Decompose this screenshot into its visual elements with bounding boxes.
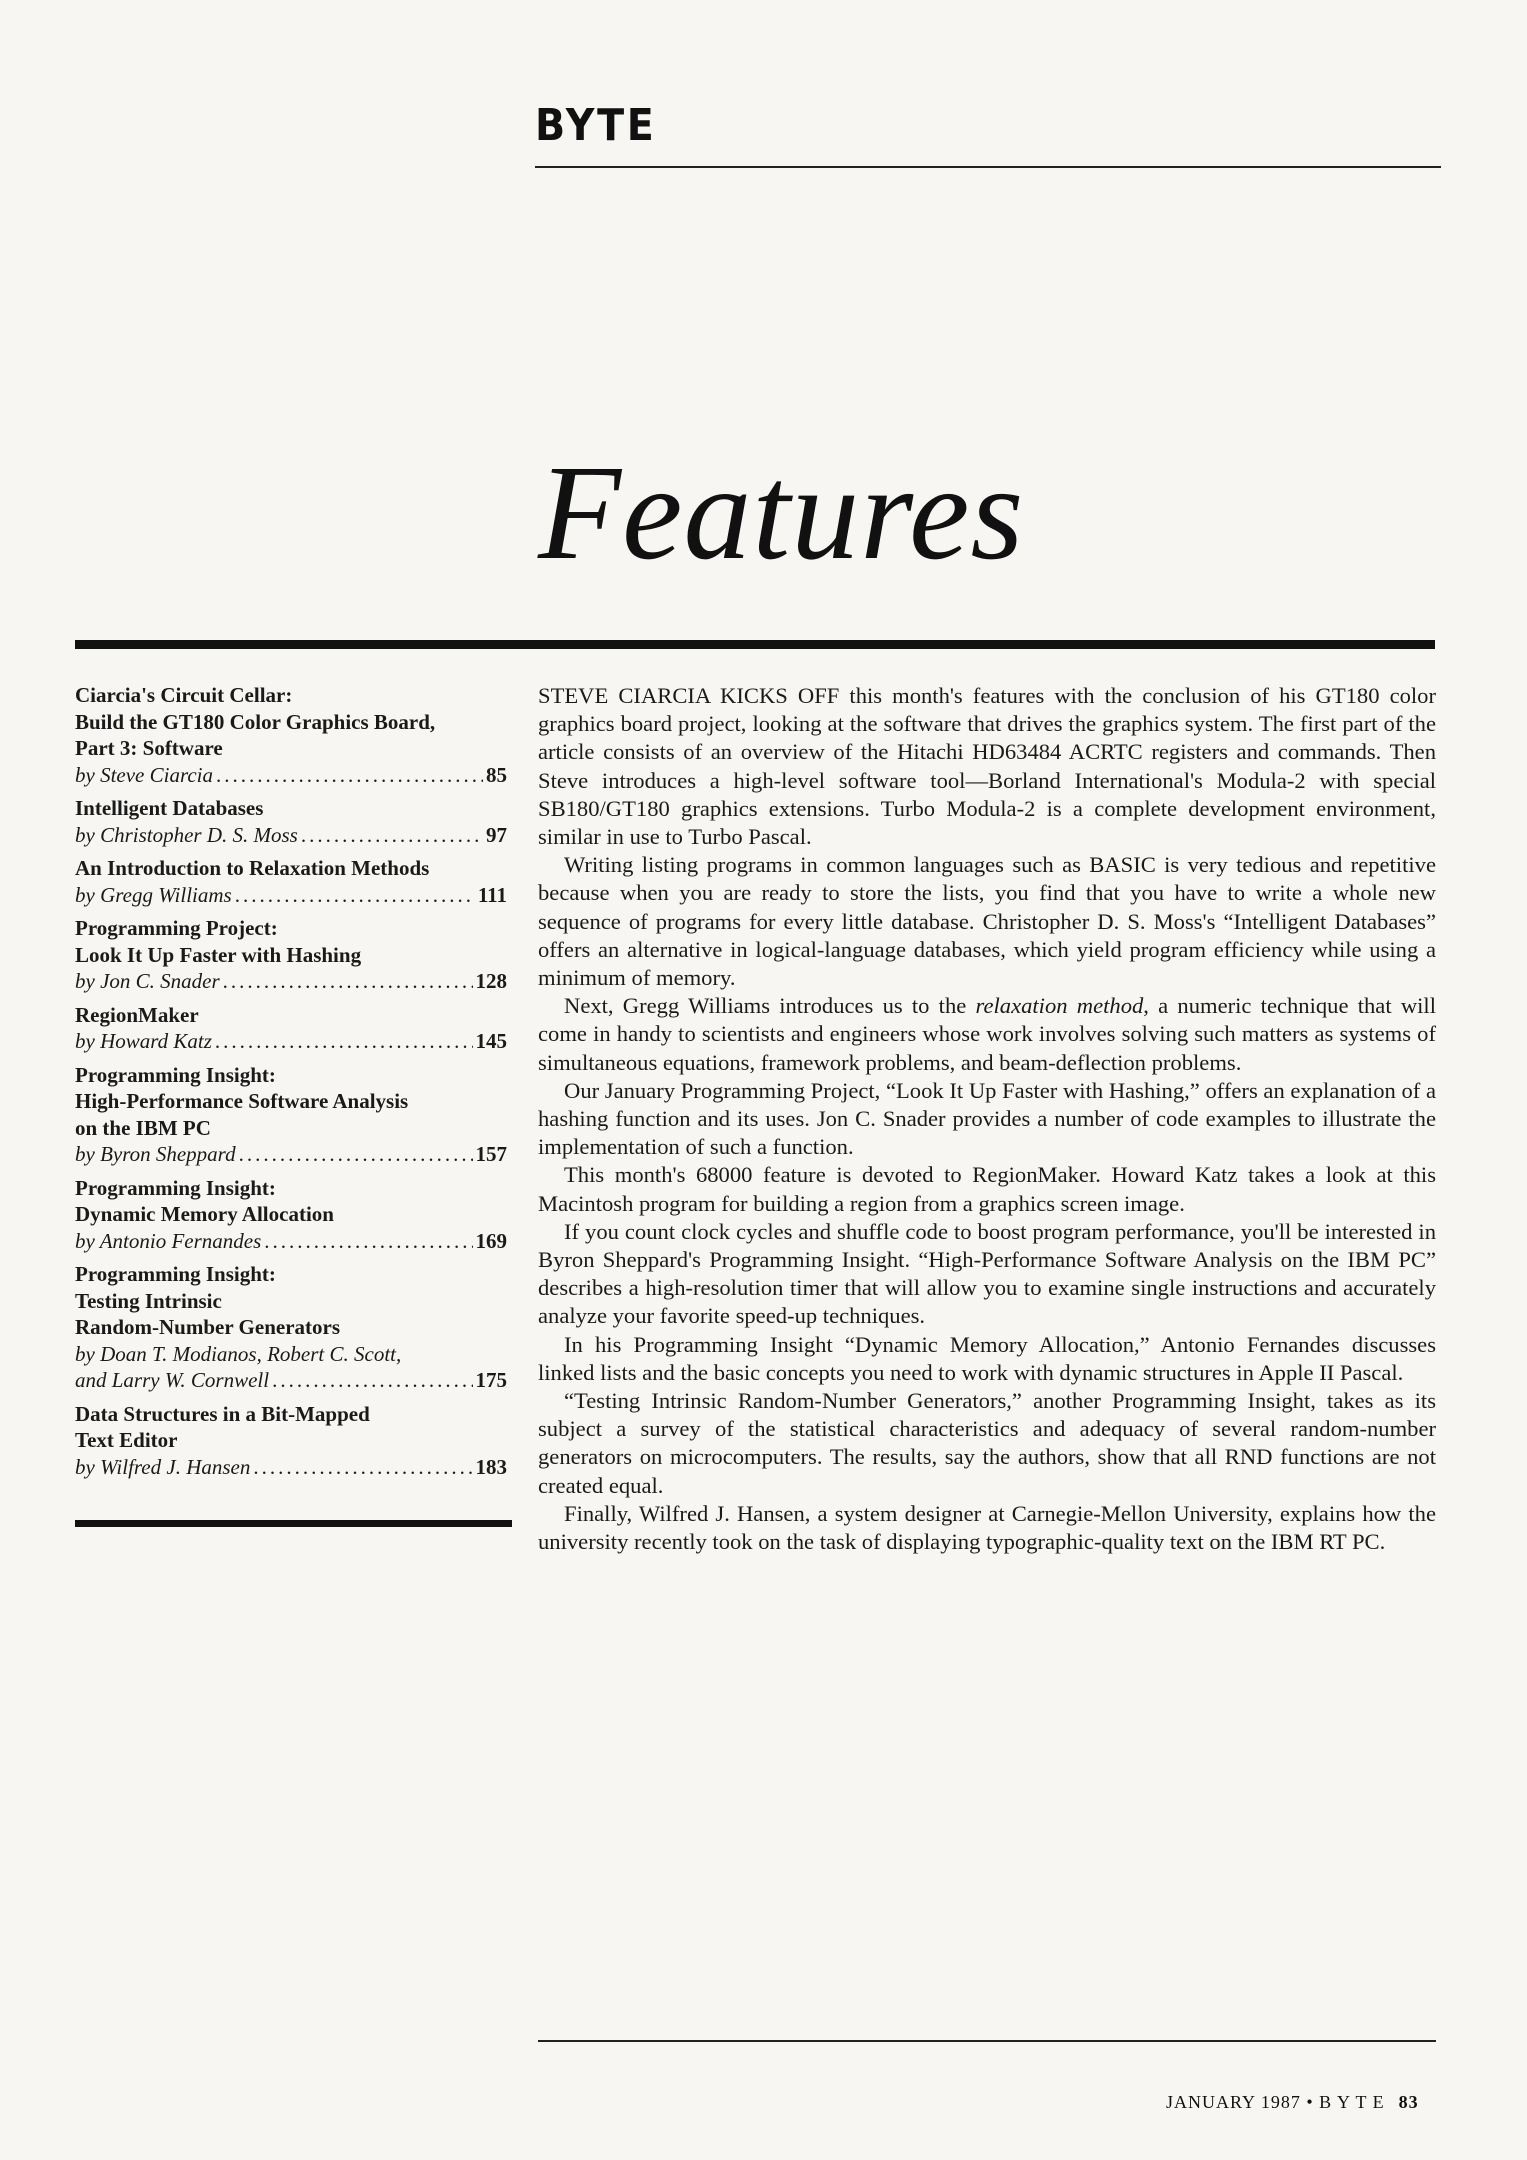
paragraph: In his Programming Insight “Dynamic Memory Allocation,” Antonio Fernandes discusses linked lists and the basic concepts you need to work with dynamic structures in Apple II Pascal. — [538, 1331, 1436, 1385]
article-body — [538, 682, 1436, 1556]
toc-leader-dots — [216, 762, 483, 789]
footer-rule — [538, 2040, 1436, 2042]
toc-leader-dots — [253, 1454, 472, 1481]
toc-entry-byline: by Antonio Fernandes — [75, 1228, 262, 1253]
toc-entry-title: Testing Intrinsic — [75, 1288, 222, 1313]
paragraph: STEVE CIARCIA KICKS OFF this month's features with the conclusion of his GT180 color graphics board project, looking at the software that drives the graphics system. The first part of the article consists of an overview of the Hitachi HD63484 ACRTC registers and commands. Then Steve introduces a high-level software tool—Borland International's Modula-2 with special SB180/GT180 graphics extensions. Turbo Modula-2 is a complete development environment, similar in use to Turbo Pascal. — [538, 683, 1436, 850]
toc-entry-title: Data Structures in a Bit-Mapped — [75, 1401, 370, 1426]
toc-page-number: 145 — [475, 1029, 507, 1053]
paragraph: “Testing Intrinsic Random-Number Generators,” another Programming Insight, takes as its subject a survey of the statistical characteristics and adequacy of several random-number generators on microcomputers. The results, say the authors, show that all RND functions are not created equal. — [538, 1388, 1436, 1498]
page-footer — [1166, 2092, 1419, 2113]
toc-entry — [75, 1002, 507, 1055]
toc-entry-byline: by Byron Sheppard — [75, 1142, 236, 1166]
toc-entry-byline: by Christopher D. S. Moss — [75, 822, 298, 847]
toc-leader-dots — [223, 968, 473, 995]
toc-entry-title: High-Performance Software Analysis — [75, 1089, 409, 1113]
toc-entry — [75, 1401, 507, 1481]
toc-entry-title: Programming Project: — [75, 916, 278, 940]
toc-entry-title: RegionMaker — [75, 1002, 199, 1027]
toc-entry — [75, 1062, 507, 1168]
toc-page-number: 175 — [475, 1368, 507, 1392]
toc-entry-title: Look It Up Faster with Hashing — [75, 942, 362, 967]
paragraph: If you count clock cycles and shuffle code to boost program performance, you'll be interested in Byron Sheppard's Programming Insight. “High-Performance Software Analysis on the IBM PC” describes a high-resolution timer that will allow you to examine single instructions and accurately analyze your favorite speed-up techniques. — [538, 1218, 1436, 1329]
toc-entry-title: Random-Number Generators — [75, 1315, 341, 1339]
toc-leader-dots — [264, 1228, 472, 1255]
emphasis: relaxation method — [975, 993, 1144, 1019]
toc-entry — [75, 795, 507, 848]
toc-bottom-rule — [75, 1520, 512, 1527]
paragraph: Our January Programming Project, “Look It Up Faster with Hashing,” offers an explanation of a hashing function and its uses. Jon C. Snader provides a number of code examples to illustrate the implementation of such a function. — [538, 1077, 1436, 1160]
toc-entry — [75, 855, 507, 908]
toc-entry-byline: by Gregg Williams — [75, 882, 232, 907]
toc-entry-title: Intelligent Databases — [75, 796, 264, 820]
toc-page-number: 169 — [475, 1228, 507, 1253]
toc-entry — [75, 1261, 507, 1394]
toc-page-number: 97 — [486, 822, 507, 847]
toc-entry — [75, 682, 507, 788]
toc-entry-title: on the IBM PC — [75, 1115, 211, 1140]
toc-leader-dots — [215, 1028, 473, 1055]
toc-leader-dots — [272, 1367, 472, 1394]
paragraph: Finally, Wilfred J. Hansen, a system designer at Carnegie-Mellon University, explains how the university recently took on the task of displaying typographic-quality text on the IBM RT PC. — [538, 1500, 1436, 1555]
toc-entry-byline: by Steve Ciarcia — [75, 762, 214, 787]
toc-entry-byline: by Jon C. Snader — [75, 969, 220, 993]
header-rule — [535, 166, 1441, 168]
paragraph: Next, Gregg Williams introduces us to the relaxation method, a numeric technique that will come in handy to scientists and engineers whose work involves solving such matters as systems of simultaneous equations, framework problems, and beam-deflection problems. — [538, 993, 1436, 1075]
toc-page-number: 85 — [486, 762, 507, 787]
issue-label: JANUARY 1987 • B Y T E — [1166, 2092, 1385, 2112]
toc-entry-byline: by Wilfred J. Hansen — [75, 1454, 251, 1479]
toc-entry-title: Text Editor — [75, 1428, 178, 1452]
toc-entry — [75, 1175, 507, 1255]
toc-entry-title: Programming Insight: — [75, 1175, 276, 1200]
toc-entry-title: Part 3: Software — [75, 736, 223, 760]
toc-entry-title: Dynamic Memory Allocation — [75, 1202, 334, 1226]
toc-entry-title: Programming Insight: — [75, 1262, 276, 1286]
toc-page-number: 157 — [475, 1142, 507, 1166]
toc-entry-title: An Introduction to Relaxation Methods — [75, 856, 430, 880]
toc-entry — [75, 915, 507, 995]
toc-entry-byline: by Howard Katz — [75, 1029, 212, 1053]
toc-leader-dots — [239, 1141, 473, 1168]
paragraph: Writing listing programs in common languages such as BASIC is very tedious and repetitive because when you are ready to store the lists, you find that you have to write a whole new sequence of programs for every little database. Christopher D. S. Moss's “Intelligent Databases” offers an alternative in logical-language databases, which yield program efficiency while using a minimum of memory. — [538, 852, 1436, 991]
toc-page-number: 183 — [475, 1454, 507, 1479]
toc-page-number: 128 — [475, 969, 507, 993]
toc-entry-title: Ciarcia's Circuit Cellar: — [75, 683, 293, 707]
page-number: 83 — [1398, 2092, 1419, 2112]
toc-page-number: 111 — [477, 882, 507, 907]
toc-entry-byline: by Doan T. Modianos, Robert C. Scott, — [75, 1341, 402, 1366]
title-rule — [75, 640, 1435, 649]
toc-leader-dots — [301, 822, 483, 849]
toc-entry-byline: and Larry W. Cornwell — [75, 1368, 270, 1392]
paragraph: This month's 68000 feature is devoted to RegionMaker. Howard Katz takes a look at this Macintosh program for building a region from a graphics screen image. — [538, 1162, 1436, 1216]
toc-entry-title: Build the GT180 Color Graphics Board, — [75, 709, 436, 734]
toc-leader-dots — [235, 882, 475, 909]
magazine-masthead: BYTE — [535, 100, 657, 151]
table-of-contents — [75, 682, 507, 1487]
section-title: Features — [538, 438, 1025, 588]
toc-entry-title: Programming Insight: — [75, 1062, 276, 1087]
